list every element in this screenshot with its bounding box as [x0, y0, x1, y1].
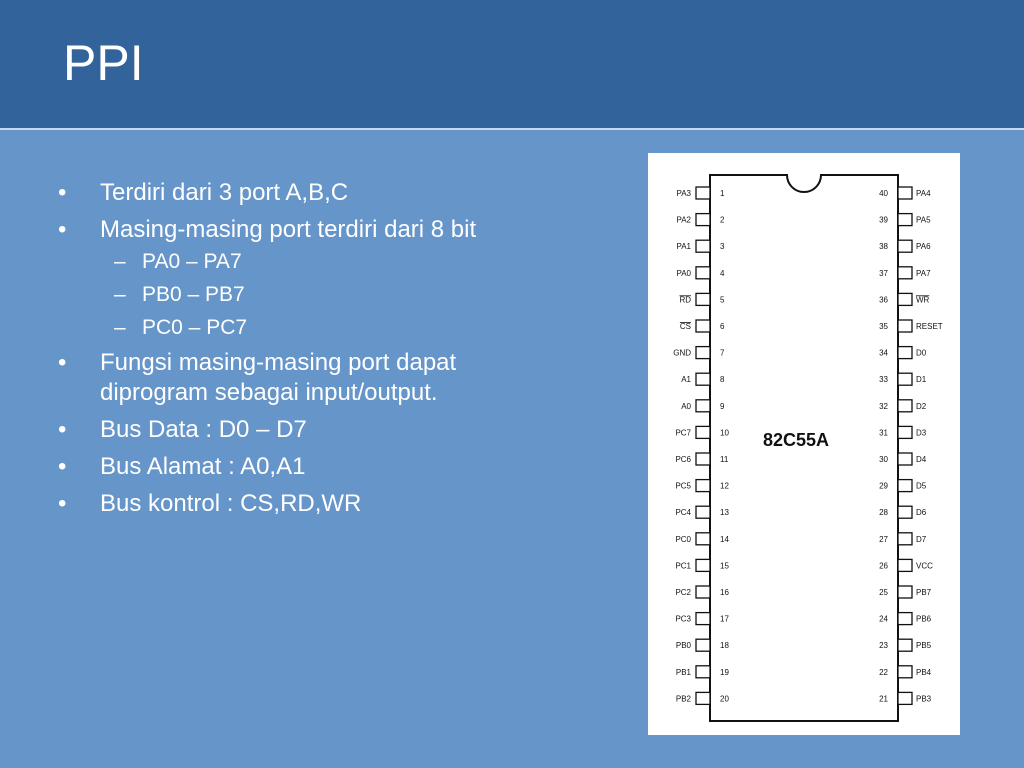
pin-pad-left	[696, 187, 710, 199]
pin-pad-left	[696, 586, 710, 598]
pin-number-right: 30	[879, 455, 888, 464]
pin-pad-right	[898, 240, 912, 252]
pin-label-left: PC2	[675, 588, 691, 597]
pin-number-right: 27	[879, 534, 888, 544]
slide-content	[58, 178, 508, 526]
pin-number-right: 23	[879, 641, 888, 651]
bullet-text: Fungsi masing-masing port dapat diprogram sebagai input/output.	[100, 349, 457, 406]
pin-label-left: PA3	[676, 189, 691, 198]
sub-bullet-item	[96, 282, 508, 308]
dash-marker: –	[114, 283, 126, 306]
pin-pad-left	[696, 506, 710, 518]
pin-pad-left	[696, 400, 710, 412]
bullet-marker: •	[58, 216, 67, 243]
bullet-item	[58, 415, 508, 445]
pin-label-left: PC4	[675, 508, 691, 518]
pin-pad-right	[898, 426, 912, 438]
pin-number-right: 31	[879, 428, 888, 438]
pin-label-right: PB7	[916, 588, 932, 597]
sub-bullet-item	[96, 315, 508, 341]
bullet-text: Terdiri dari 3 port A,B,C	[100, 179, 349, 206]
pin-pad-left	[696, 320, 710, 332]
pin-pad-right	[898, 533, 912, 545]
pin-label-left: PC6	[675, 455, 691, 464]
pin-label-right: D2	[916, 401, 927, 411]
bullet-item	[58, 348, 508, 408]
pin-number-left: 13	[720, 508, 729, 518]
pin-number-left: 6	[720, 322, 725, 331]
pin-number-left: 11	[720, 455, 729, 464]
pin-number-left: 3	[720, 242, 725, 252]
pin-label-right: D4	[916, 455, 927, 464]
pin-label-left: RD	[679, 295, 691, 305]
pin-number-right: 35	[879, 322, 888, 331]
pin-pad-left	[696, 293, 710, 305]
pin-number-right: 29	[879, 481, 888, 491]
pin-number-left: 20	[720, 694, 729, 704]
pin-number-right: 38	[879, 242, 888, 252]
bullet-marker: •	[58, 416, 67, 443]
pin-pad-right	[898, 639, 912, 651]
pin-label-left: PA2	[676, 215, 691, 225]
pin-label-left: PC1	[675, 561, 691, 571]
pin-pad-right	[898, 480, 912, 492]
pin-pad-right	[898, 666, 912, 678]
pin-number-left: 7	[720, 348, 725, 358]
bullet-list	[58, 178, 508, 519]
bullet-marker: •	[58, 490, 67, 517]
sub-bullet-item	[96, 249, 508, 275]
pin-label-right: D7	[916, 534, 927, 544]
pin-number-left: 17	[720, 614, 729, 624]
pin-label-right: PA6	[916, 242, 931, 252]
pin-pad-right	[898, 214, 912, 226]
pin-label-right: PB6	[916, 614, 932, 624]
pin-label-left: GND	[673, 348, 691, 358]
pin-label-right: D0	[916, 348, 927, 358]
pin-pad-right	[898, 347, 912, 359]
sub-bullet-list	[100, 249, 508, 341]
bullet-text: Bus Data : D0 – D7	[100, 416, 307, 443]
bullet-item	[58, 178, 508, 208]
pin-pad-left	[696, 613, 710, 625]
bullet-item	[58, 215, 508, 341]
pin-pad-right	[898, 506, 912, 518]
pin-pad-right	[898, 453, 912, 465]
pin-number-right: 37	[879, 268, 888, 278]
pin-pad-left	[696, 480, 710, 492]
title-bar	[0, 0, 1024, 130]
pin-label-left: PA0	[676, 268, 691, 278]
pin-number-right: 40	[879, 189, 888, 198]
pin-pad-left	[696, 692, 710, 704]
bullet-text: Masing-masing port terdiri dari 8 bit	[100, 216, 477, 243]
pin-number-left: 1	[720, 189, 725, 198]
pin-pad-right	[898, 293, 912, 305]
pin-number-left: 10	[720, 428, 729, 438]
pin-label-right: PA4	[916, 189, 931, 198]
pin-number-right: 24	[879, 614, 888, 624]
pin-pad-right	[898, 320, 912, 332]
pin-label-left: PC7	[675, 428, 691, 438]
pin-pad-left	[696, 639, 710, 651]
sub-bullet-text: PB0 – PB7	[142, 283, 245, 306]
pin-label-right: D1	[916, 375, 927, 385]
pin-label-left: A0	[681, 401, 691, 411]
pin-pad-left	[696, 666, 710, 678]
slide-title: PPI	[63, 35, 144, 91]
pin-label-right: D3	[916, 428, 927, 438]
pin-number-left: 14	[720, 534, 729, 544]
pin-label-right: PB4	[916, 667, 932, 677]
bullet-marker: •	[58, 453, 67, 480]
pin-number-right: 28	[879, 508, 888, 518]
pin-number-right: 34	[879, 348, 888, 358]
pin-label-left: PA1	[676, 242, 691, 252]
pin-label-left: PC0	[675, 534, 691, 544]
pin-pad-left	[696, 559, 710, 571]
pin-label-right: PB5	[916, 641, 932, 651]
pin-pad-left	[696, 533, 710, 545]
pin-label-left: A1	[681, 375, 691, 385]
pin-label-left: PB2	[675, 694, 691, 704]
pin-pad-left	[696, 426, 710, 438]
chip-pinout-diagram	[648, 153, 960, 735]
bullet-item	[58, 452, 508, 482]
pin-label-right: PA5	[916, 215, 931, 225]
pin-label-right: D6	[916, 508, 927, 518]
pin-number-left: 18	[720, 641, 729, 651]
pin-number-left: 19	[720, 667, 729, 677]
bullet-marker: •	[58, 349, 67, 376]
pin-number-left: 15	[720, 561, 729, 571]
dash-marker: –	[114, 316, 126, 339]
pin-number-right: 36	[879, 295, 888, 305]
pin-label-left: PB0	[675, 641, 691, 651]
pin-number-right: 22	[879, 667, 888, 677]
bullet-marker: •	[58, 179, 67, 206]
pin-number-left: 9	[720, 401, 725, 411]
pin-pad-right	[898, 692, 912, 704]
pin-number-right: 39	[879, 215, 888, 225]
chip-svg	[648, 153, 960, 735]
pin-pad-left	[696, 240, 710, 252]
pin-number-left: 4	[720, 268, 725, 278]
pin-number-left: 12	[720, 481, 729, 491]
dash-marker: –	[114, 250, 126, 273]
pin-number-left: 2	[720, 215, 725, 225]
pin-label-left: CS	[679, 322, 691, 331]
pin-pad-right	[898, 187, 912, 199]
pin-pad-left	[696, 373, 710, 385]
pin-pad-right	[898, 586, 912, 598]
bullet-text: Bus Alamat : A0,A1	[100, 453, 306, 480]
pin-pad-left	[696, 453, 710, 465]
pin-label-left: PC5	[675, 481, 691, 491]
pin-number-right: 21	[879, 694, 888, 704]
pin-label-right: RESET	[916, 322, 943, 331]
pin-pad-right	[898, 559, 912, 571]
chip-name: 82C55A	[762, 430, 830, 450]
pin-number-right: 26	[879, 561, 888, 571]
pin-pad-left	[696, 267, 710, 279]
pin-pad-left	[696, 347, 710, 359]
pin-pad-right	[898, 267, 912, 279]
pin-number-right: 25	[879, 588, 888, 597]
pin-label-right: D5	[916, 481, 927, 491]
pin-number-right: 32	[879, 401, 888, 411]
pin-label-right: PB3	[916, 694, 932, 704]
pin-label-right: VCC	[916, 561, 933, 571]
pin-pad-right	[898, 613, 912, 625]
sub-bullet-text: PC0 – PC7	[142, 316, 248, 339]
pin-number-left: 8	[720, 375, 725, 385]
pin-number-left: 16	[720, 588, 729, 597]
pin-number-left: 5	[720, 295, 725, 305]
pin-label-right: WR	[916, 295, 930, 305]
pin-label-left: PB1	[675, 667, 691, 677]
bullet-item	[58, 489, 508, 519]
pin-pad-right	[898, 400, 912, 412]
pin-pad-right	[898, 373, 912, 385]
pin-pad-left	[696, 214, 710, 226]
bullet-text: Bus kontrol : CS,RD,WR	[100, 490, 362, 517]
sub-bullet-text: PA0 – PA7	[142, 250, 242, 273]
pin-label-right: PA7	[916, 268, 931, 278]
pin-number-right: 33	[879, 375, 888, 385]
pin-label-left: PC3	[675, 614, 691, 624]
